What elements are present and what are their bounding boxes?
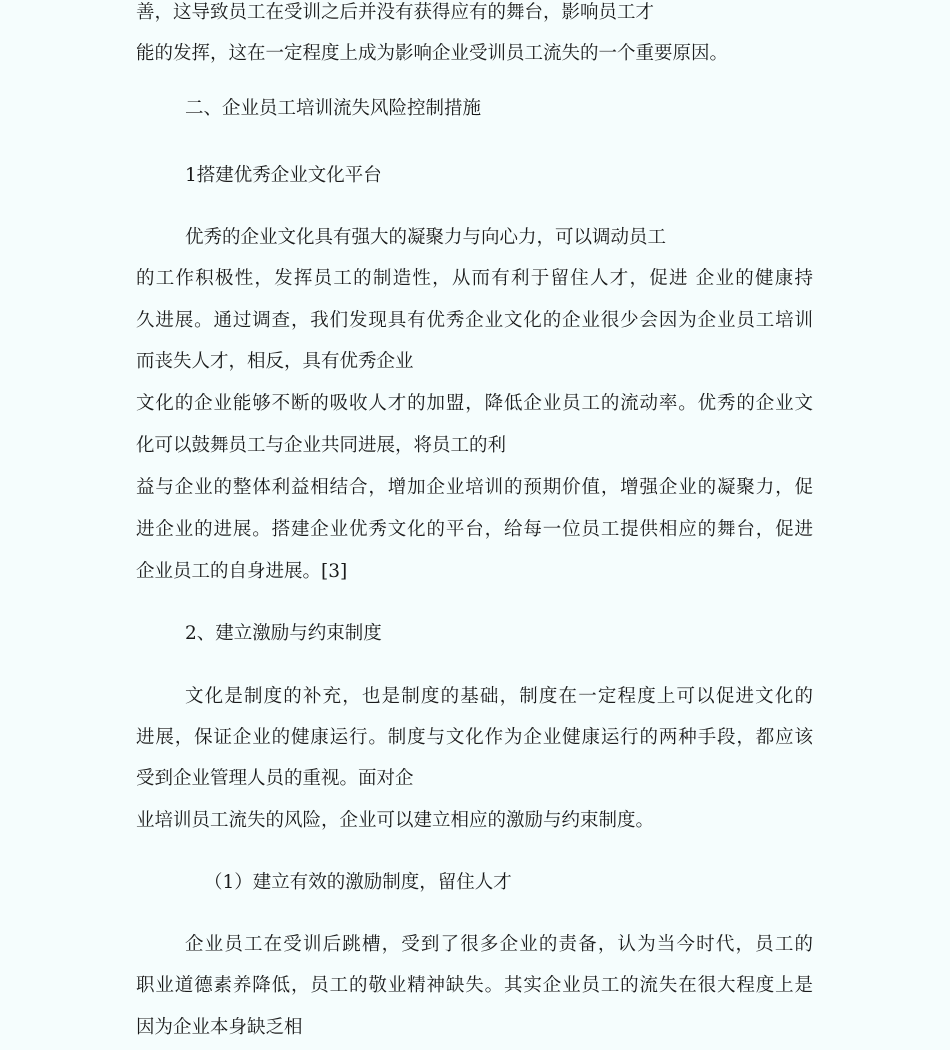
paragraph-line: 化可以鼓舞员工与企业共同进展，将员工的利 <box>136 435 507 456</box>
paragraph-line: 业培训员工流失的风险，企业可以建立相应的激励与约束制度。 <box>136 810 655 831</box>
text-line: 能的发挥，这在一定程度上成为影响企业受训员工流失的一个重要原因。 <box>136 43 729 64</box>
subsection-heading: （1）建立有效的激励制度，留住人才 <box>204 872 512 893</box>
paragraph-line: 优秀的企业文化具有强大的凝聚力与向心力，可以调动员工 <box>185 227 667 248</box>
paragraph-line: 进企业的进展。搭建企业优秀文化的平台，给每一位员工提供相应的舞台，促进 <box>136 519 813 540</box>
paragraph-line: 益与企业的整体利益相结合，增加企业培训的预期价值，增强企业的凝聚力，促 <box>136 477 813 498</box>
paragraph-line: 因为企业本身缺乏相 <box>136 1017 303 1038</box>
text-line: 善，这导致员工在受训之后并没有获得应有的舞台，影响员工才 <box>136 2 655 23</box>
paragraph-line: 而丧失人才，相反，具有优秀企业 <box>136 351 414 372</box>
paragraph-line: 企业员工在受训后跳槽，受到了很多企业的责备，认为当今时代，员工的 <box>185 934 813 955</box>
paragraph-line: 文化是制度的补充，也是制度的基础，制度在一定程度上可以促进文化的 <box>185 686 813 707</box>
paragraph-line: 受到企业管理人员的重视。面对企 <box>136 768 414 789</box>
paragraph-line: 文化的企业能够不断的吸收人才的加盟，降低企业员工的流动率。优秀的企业文 <box>136 393 813 414</box>
subsection-heading: 2、建立激励与约束制度 <box>185 623 382 644</box>
paragraph-line: 职业道德素养降低，员工的敬业精神缺失。其实企业员工的流失在很大程度上是 <box>136 975 813 996</box>
paragraph-line: 久进展。通过调查，我们发现具有优秀企业文化的企业很少会因为企业员工培训 <box>136 310 813 331</box>
paragraph-line: 的工作积极性，发挥员工的制造性，从而有利于留住人才，促进 企业的健康持 <box>136 268 813 289</box>
subsection-heading: 1搭建优秀企业文化平台 <box>185 165 382 186</box>
paragraph-line: 进展，保证企业的健康运行。制度与文化作为企业健康运行的两种手段，都应该 <box>136 727 813 748</box>
section-heading: 二、企业员工培训流失风险控制措施 <box>185 98 482 119</box>
paragraph-line: 企业员工的自身进展。[3] <box>136 561 348 582</box>
